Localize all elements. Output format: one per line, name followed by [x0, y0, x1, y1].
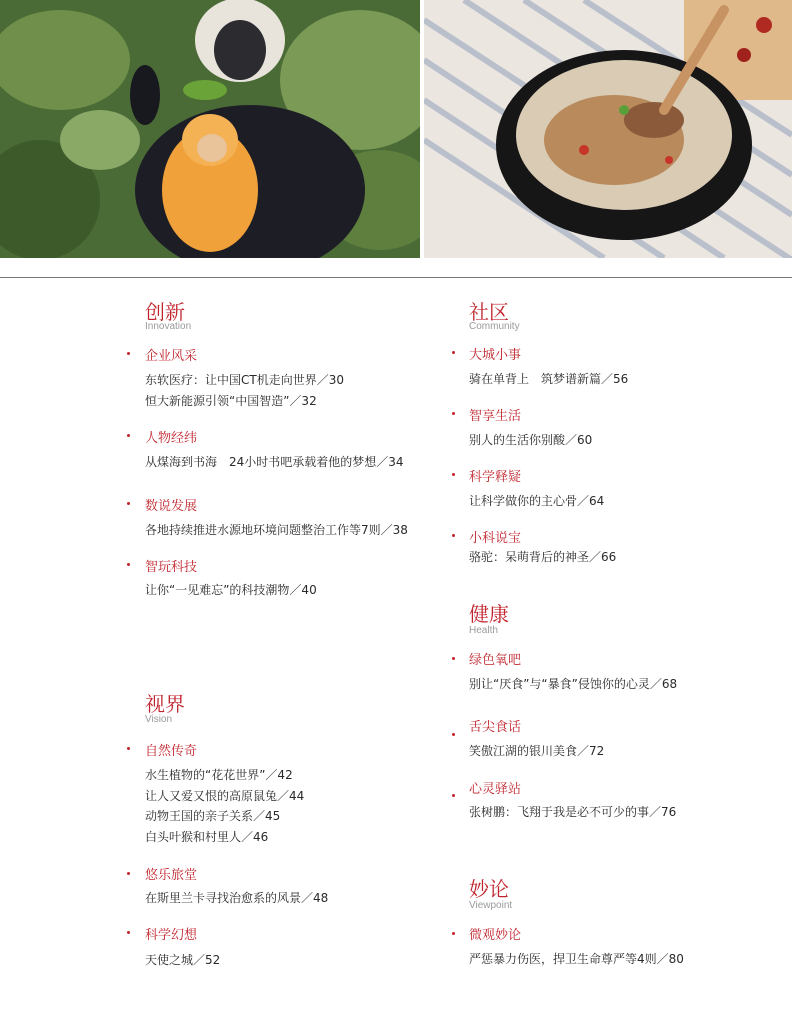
bullet-dot: [452, 932, 455, 935]
category-title: 心灵驿站: [469, 782, 522, 797]
toc-entry[interactable]: 东软医疗：让中国CT机走向世界／30: [145, 373, 344, 387]
bullet-dot: [452, 733, 455, 736]
section-title: 视界: [145, 692, 185, 716]
category-title: 企业风采: [145, 349, 198, 364]
toc-entry[interactable]: 骑在单背上 筑梦谱新篇／56: [469, 372, 629, 386]
section-subtitle: Community: [469, 321, 520, 332]
bullet-dot: [127, 563, 130, 566]
bullet-dot: [127, 352, 130, 355]
category-title: 悠乐旅堂: [145, 868, 198, 883]
category-title: 智玩科技: [145, 560, 198, 575]
soup-photo-art: [424, 0, 792, 258]
bullet-dot: [452, 657, 455, 660]
bullet-dot: [452, 412, 455, 415]
toc-entry[interactable]: 别人的生活你别酸／60: [469, 433, 593, 447]
section-subtitle: Vision: [145, 714, 173, 725]
toc-entry[interactable]: 让人又爱又恨的高原鼠兔／44: [145, 789, 305, 803]
monkey-photo-art: [0, 0, 420, 258]
divider-line: [0, 277, 792, 278]
category-title: 微观妙论: [469, 928, 522, 943]
bullet-dot: [127, 434, 130, 437]
category-title: 科学幻想: [145, 928, 198, 943]
section-subtitle: Innovation: [145, 321, 192, 332]
category-title: 智享生活: [469, 409, 522, 424]
toc-entry[interactable]: 从煤海到书海 24小时书吧承载着他的梦想／34: [145, 455, 404, 469]
toc-entry[interactable]: 让科学做你的主心骨／64: [469, 494, 605, 508]
toc-entry[interactable]: 张树鹏：飞翔于我是必不可少的事／76: [469, 805, 677, 819]
toc-entry[interactable]: 别让“厌食”与“暴食”侵蚀你的心灵／68: [469, 677, 678, 691]
toc-entry[interactable]: 在斯里兰卡寻找治愈系的风景／48: [145, 891, 329, 905]
section-subtitle: Viewpoint: [469, 900, 513, 911]
category-title: 科学释疑: [469, 470, 522, 485]
toc-entry[interactable]: 白头叶猴和村里人／46: [145, 830, 269, 844]
bullet-dot: [452, 351, 455, 354]
bullet-dot: [452, 534, 455, 537]
toc-entry[interactable]: 天使之城／52: [145, 953, 221, 967]
section-title: 创新: [145, 300, 185, 324]
toc-entry[interactable]: 严惩暴力伤医，捍卫生命尊严等4则／80: [469, 952, 684, 966]
section-title: 社区: [469, 300, 509, 324]
bullet-dot: [127, 931, 130, 934]
section-title: 妙论: [469, 877, 509, 901]
category-title: 自然传奇: [145, 744, 198, 759]
bullet-dot: [127, 502, 130, 505]
toc-entry[interactable]: 骆驼：呆萌背后的神圣／66: [469, 550, 617, 564]
category-title: 小科说宝: [469, 531, 522, 546]
toc-entry[interactable]: 动物王国的亲子关系／45: [145, 809, 281, 823]
bullet-dot: [452, 473, 455, 476]
category-title: 大城小事: [469, 348, 522, 363]
toc-entry[interactable]: 恒大新能源引领“中国智造”／32: [145, 394, 317, 408]
soup-photo: [424, 0, 792, 258]
bullet-dot: [127, 872, 130, 875]
toc-entry[interactable]: 水生植物的“花花世界”／42: [145, 768, 293, 782]
section-title: 健康: [469, 602, 509, 626]
toc-entry[interactable]: 各地持续推进水源地环境问题整治工作等7则／38: [145, 523, 408, 537]
category-title: 绿色氧吧: [469, 653, 522, 668]
category-title: 舌尖食话: [469, 720, 522, 735]
category-title: 数说发展: [145, 499, 198, 514]
monkey-photo: [0, 0, 420, 258]
toc-entry[interactable]: 让你“一见难忘”的科技潮物／40: [145, 583, 317, 597]
bullet-dot: [127, 747, 130, 750]
toc-entry[interactable]: 笑傲江湖的银川美食／72: [469, 744, 605, 758]
category-title: 人物经纬: [145, 431, 198, 446]
bullet-dot: [452, 794, 455, 797]
section-subtitle: Health: [469, 625, 498, 636]
